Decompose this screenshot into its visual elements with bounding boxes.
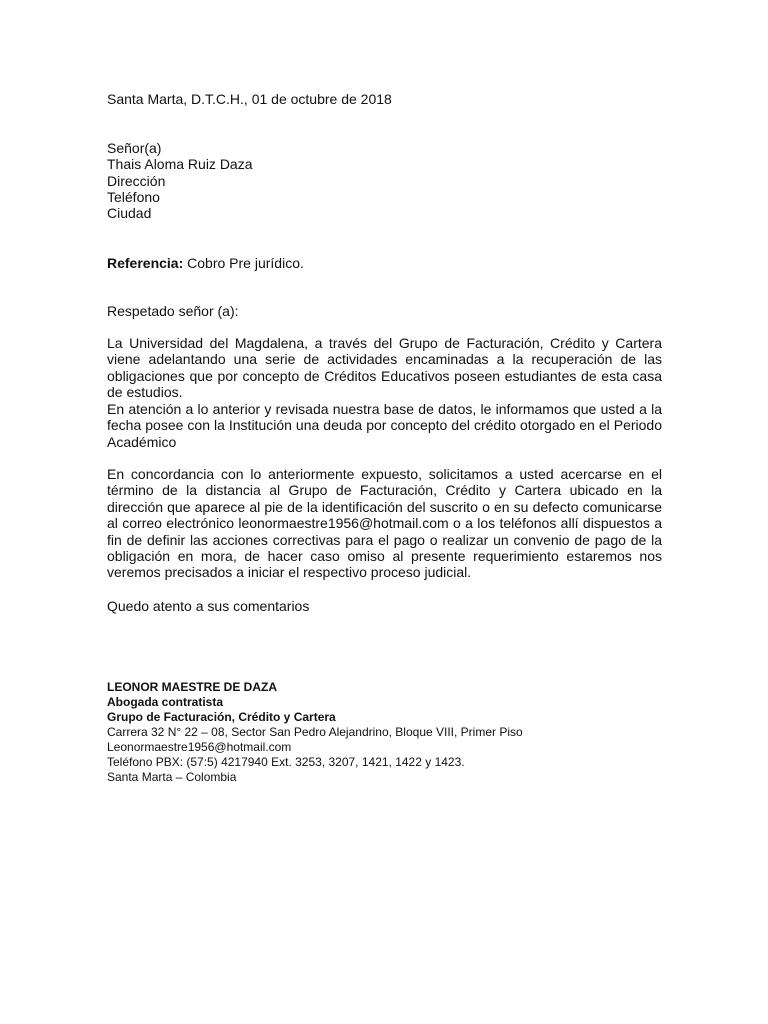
- signature-name: LEONOR MAESTRE DE DAZA: [107, 680, 278, 694]
- signature-email: Leonormaestre1956@hotmail.com: [107, 740, 292, 754]
- recipient-name: Thais Aloma Ruiz Daza: [107, 156, 253, 172]
- recipient-city: Ciudad: [107, 205, 152, 221]
- closing-line: Quedo atento a sus comentarios: [107, 598, 310, 614]
- greeting: Respetado señor (a):: [107, 303, 239, 319]
- body-paragraph-3: En concordancia con lo anteriormente expuesto, solicitamos a usted acercarse en el término de la distancia al Grupo de Facturación, Crédito y Cartera ubicado en la dirección que aparece al pie de la identificación del suscrito o en su defecto comunicarse al correo electrónico leonormaestre1956@hotmail.com o a los teléfonos allí dispuestos a fin de definir las acciones correctivas para el pago o realizar un convenio de pago de la obligación en mora, de hacer caso omiso al presente requerimiento estaremos nos veremos precisados a iniciar el respectivo proceso judicial.: [107, 466, 662, 581]
- signature-title: Abogada contratista: [107, 695, 224, 709]
- reference-text: Cobro Pre jurídico.: [183, 255, 304, 271]
- signature-phone: Teléfono PBX: (57:5) 4217940 Ext. 3253, 3207, 1421, 1422 y 1423.: [107, 755, 465, 769]
- reference-line: [107, 255, 304, 271]
- body-paragraph-1: La Universidad del Magdalena, a través del Grupo de Facturación, Crédito y Cartera viene adelantando una serie de actividades encaminadas a la recuperación de las obligaciones que por concepto de Créditos Educativos poseen estudiantes de esta casa de estudios.: [107, 335, 662, 401]
- date-line: Santa Marta, D.T.C.H., 01 de octubre de 2018: [107, 91, 392, 107]
- signature-city: Santa Marta – Colombia: [107, 770, 237, 784]
- body-paragraph-2: En atención a lo anterior y revisada nuestra base de datos, le informamos que usted a la fecha posee con la Institución una deuda por concepto del crédito otorgado en el Periodo Académico: [107, 401, 662, 450]
- reference-label: Referencia:: [107, 255, 184, 271]
- recipient-phone: Teléfono: [107, 189, 160, 205]
- signature-group: Grupo de Facturación, Crédito y Cartera: [107, 710, 336, 724]
- recipient-address: Dirección: [107, 173, 166, 189]
- signature-address: Carrera 32 N° 22 – 08, Sector San Pedro Alejandrino, Bloque VIII, Primer Piso: [107, 725, 523, 739]
- recipient-salutation: Señor(a): [107, 140, 162, 156]
